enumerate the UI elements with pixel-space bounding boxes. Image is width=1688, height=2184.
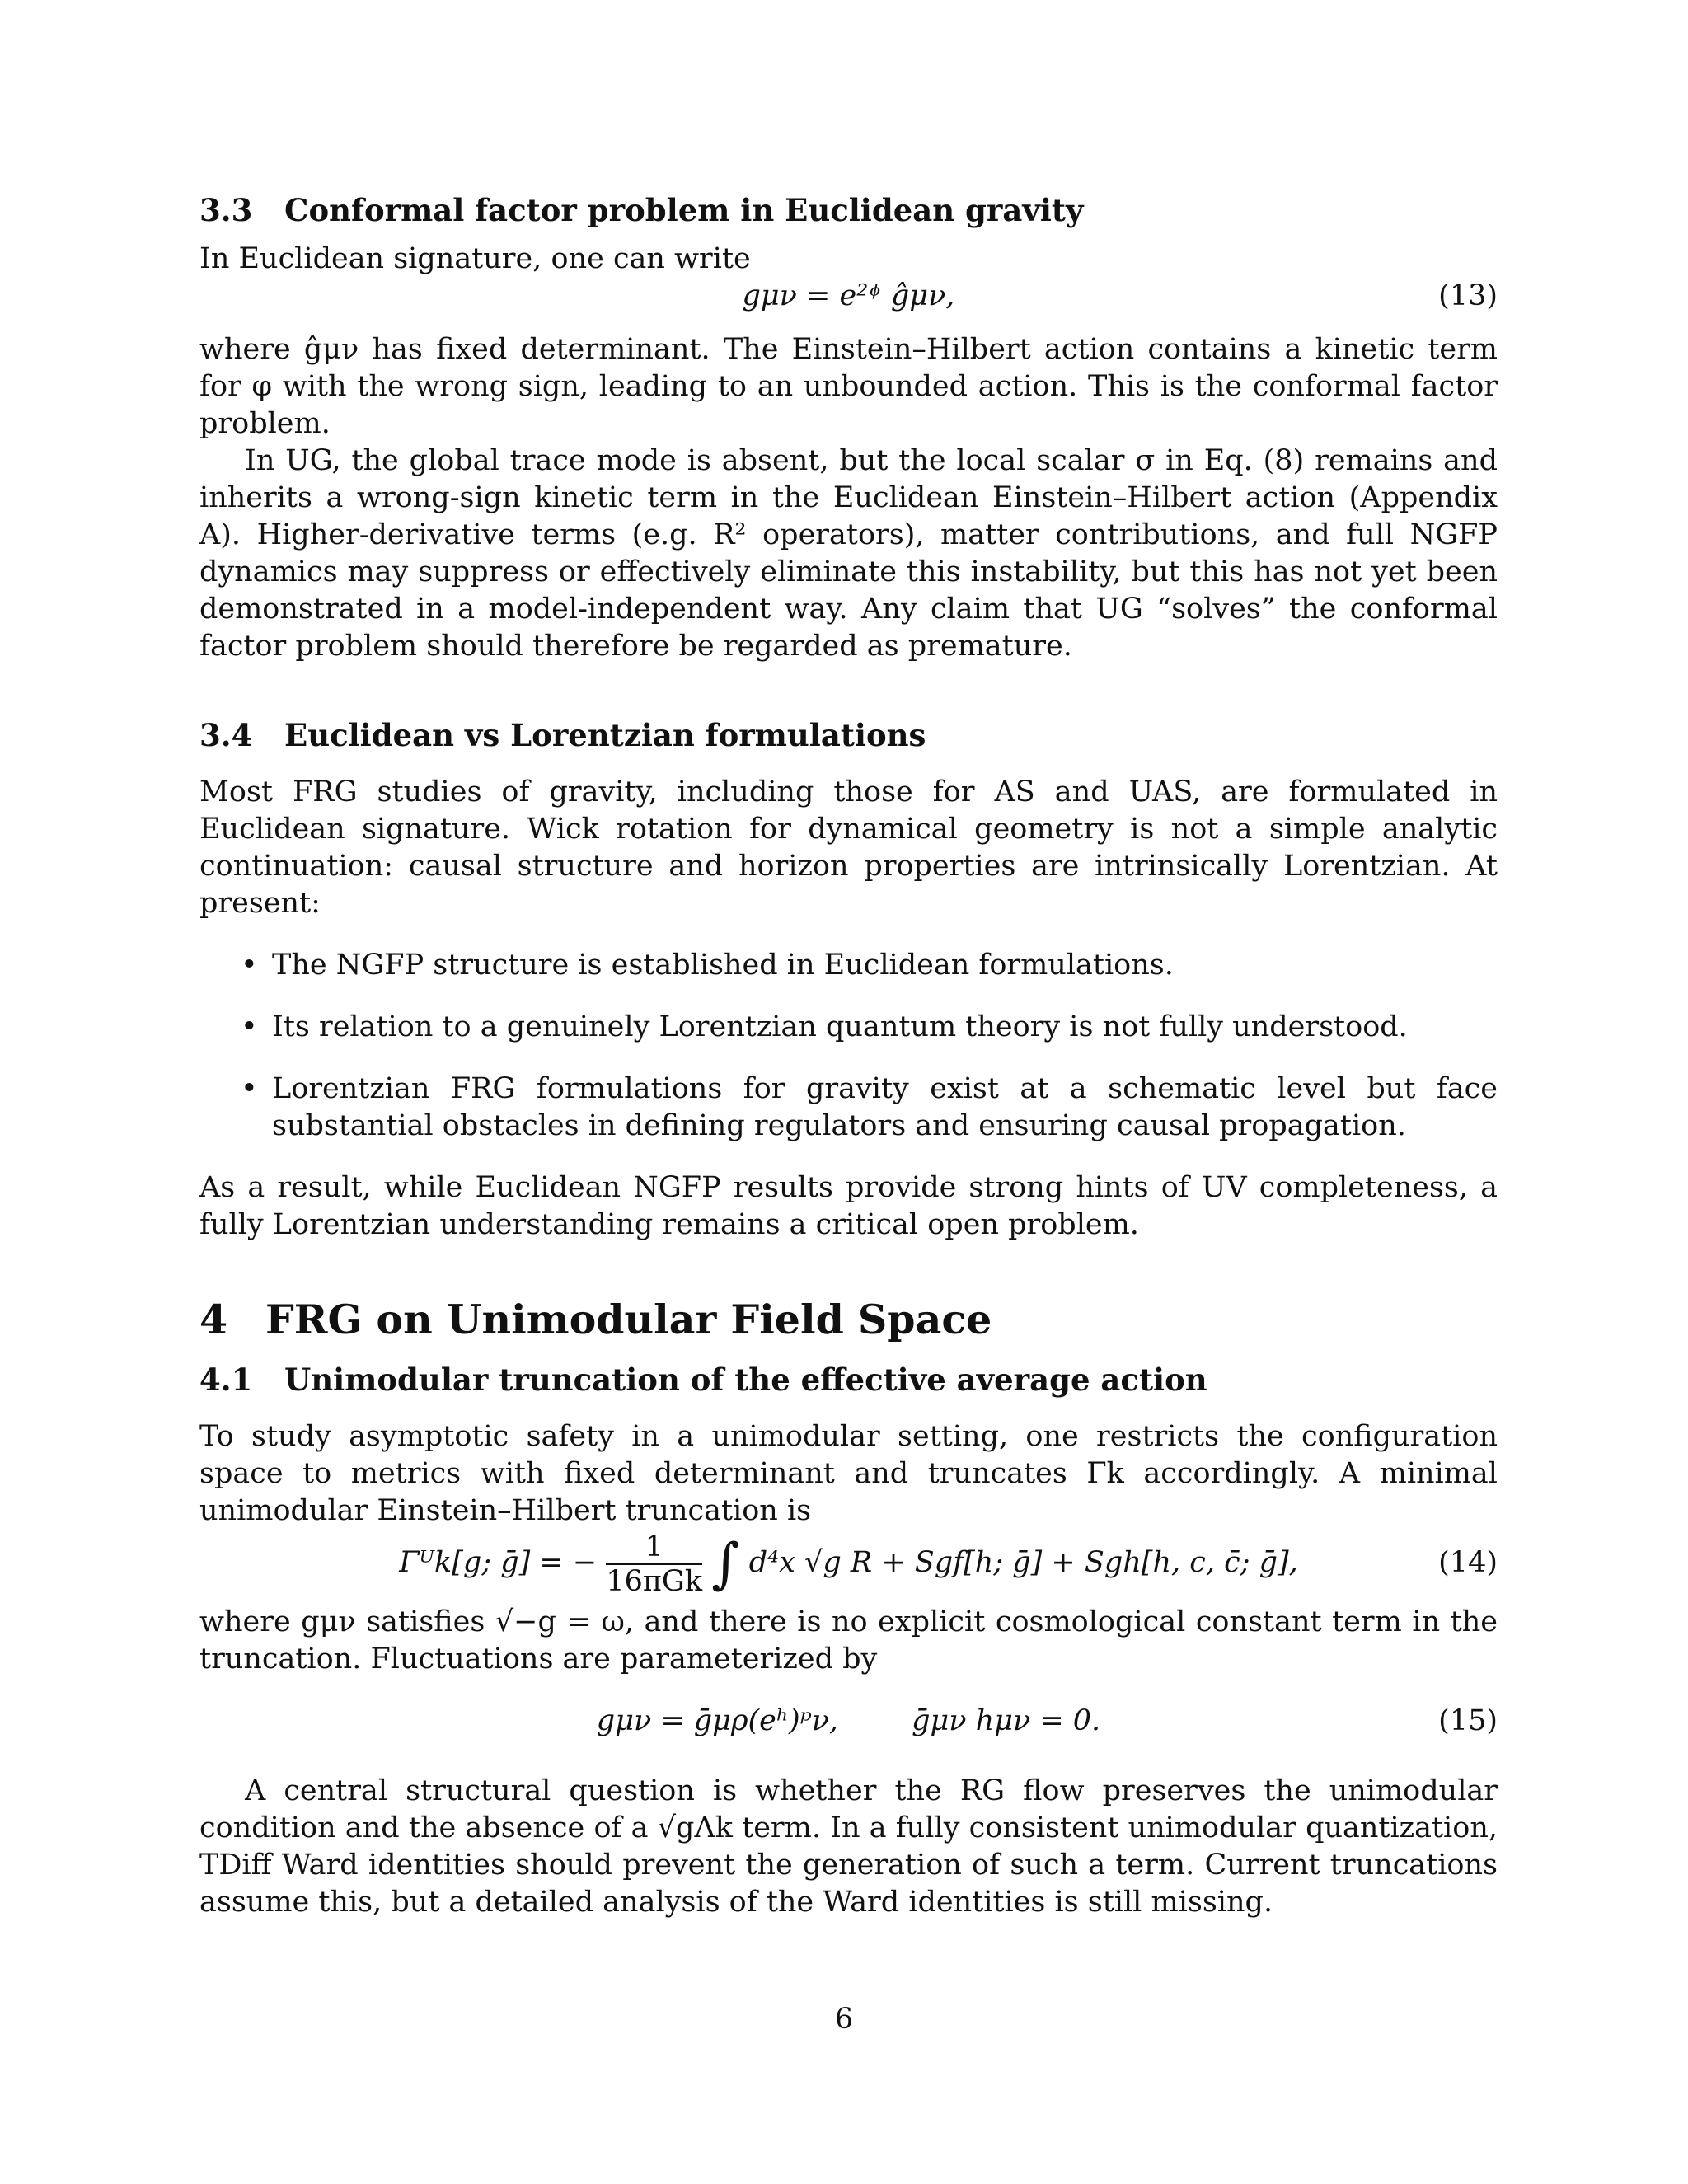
page-content [199, 190, 1498, 1921]
paragraph: As a result, while Euclidean NGFP results provide strong hints of UV completeness, a fully Lorentzian understanding remains a critical open problem. [199, 1171, 1498, 1241]
equation-tag: (13) [1438, 279, 1498, 312]
fraction-numerator: 1 [606, 1530, 702, 1565]
bullet-list [199, 947, 1498, 1145]
paragraph: where ĝμν has fixed determinant. The Einstein–Hilbert action contains a kinetic term for φ with the wrong sign, leading to an unbounded action. This is the conformal factor problem. [199, 333, 1498, 440]
equation-13 [199, 278, 1498, 315]
paragraph: In UG, the global trace mode is absent, but the local scalar σ in Eq. (8) remains and inherits a wrong-sign kinetic term in the Euclidean Einstein–Hilbert action (Appendix A). Higher-derivative terms (e.g. R² operators), matter contributions, and full NGFP dynamics may suppress or effectively eliminate this instability, but this has not yet been demonstrated in a model-independent way. Any claim that UG “solves” the conformal factor problem should therefore be regarded as premature. [199, 444, 1498, 663]
section-3-4-heading [199, 715, 1498, 756]
equation-body: gμν = ḡμρ(eʰ)ᵖν, ḡμν hμν = 0. [596, 1704, 1101, 1737]
section-number: 3.3 [199, 192, 253, 228]
equation-tag: (14) [1438, 1546, 1498, 1579]
fraction-denominator: 16πGk [606, 1564, 703, 1598]
bullet-icon: • [241, 1072, 258, 1105]
paragraph: Most FRG studies of gravity, including those for AS and UAS, are formulated in Euclidean signature. Wick rotation for dynamical geometry is not a simple analytic continuation: causal structure and horizon properties are intrinsically Lorentzian. At present: [199, 776, 1498, 920]
list-item: • Its relation to a genuinely Lorentzian quantum theory is not fully understood. [199, 1009, 1498, 1046]
equation-tag: (15) [1438, 1704, 1498, 1737]
paragraph: To study asymptotic safety in a unimodular setting, one restricts the configuration space to metrics with fixed determinant and truncates Γk accordingly. A minimal unimodular Einstein–Hilbert truncation is [199, 1420, 1498, 1527]
section-number: 3.4 [199, 717, 253, 753]
section-4-heading [199, 1295, 1498, 1344]
equation-lhs: Γᵁk[g; ḡ] = − [399, 1546, 598, 1579]
bullet-icon: • [241, 949, 258, 982]
section-title: FRG on Unimodular Field Space [265, 1296, 992, 1343]
section-title: Unimodular truncation of the effective average action [284, 1361, 1207, 1398]
equation-rhs: d⁴x √g R + Sgf[h; ḡ] + Sgh[h, c, c̄; ḡ], [748, 1546, 1298, 1579]
bullet-icon: • [241, 1010, 258, 1043]
equation-fraction [606, 1530, 702, 1598]
paragraph: where gμν satisfies √−g = ω, and there is no explicit cosmological constant term in the truncation. Fluctuations are parameterized by [199, 1605, 1498, 1675]
section-title: Conformal factor problem in Euclidean gravity [284, 192, 1084, 228]
page-number: 6 [834, 2003, 854, 2036]
equation-body: gμν = e²ᶲ ĝμν, [742, 279, 955, 312]
integral-sign: ∫ [711, 1531, 740, 1596]
list-item: • Lorentzian FRG formulations for gravity exist at a schematic level but face substantial obstacles in defining regulators and ensuring causal propagation. [241, 1072, 1498, 1142]
equation-15 [199, 1703, 1498, 1740]
paragraph: In Euclidean signature, one can write [199, 242, 751, 275]
section-number: 4 [199, 1296, 228, 1343]
section-3-3-heading [199, 190, 1498, 231]
section-number: 4.1 [199, 1361, 253, 1398]
list-item: • The NGFP structure is established in Euclidean formulations. [199, 947, 1498, 984]
paragraph: A central structural question is whether the RG flow preserves the unimodular condition and the absence of a √gΛk term. In a fully consistent unimodular quantization, TDiff Ward identities should prevent the generation of such a term. Current truncations assume this, but a detailed analysis of the Ward identities is still missing. [199, 1774, 1498, 1919]
section-title: Euclidean vs Lorentzian formulations [284, 717, 926, 753]
section-4-1-heading [199, 1359, 1498, 1400]
equation-14 [199, 1530, 1498, 1596]
